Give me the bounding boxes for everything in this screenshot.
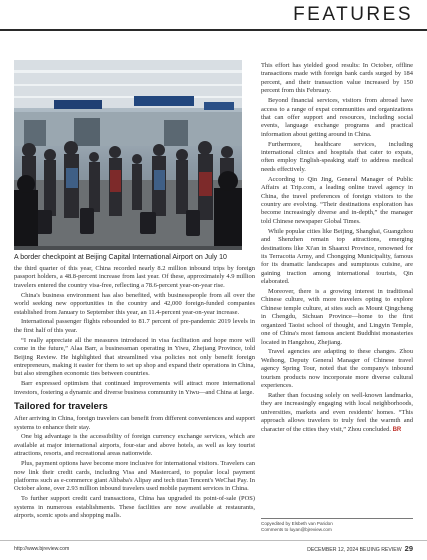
- airport-photo: [14, 60, 242, 250]
- subheading: Tailored for travelers: [14, 401, 108, 413]
- header-rule: [0, 29, 427, 31]
- end-mark: BR: [392, 426, 402, 433]
- right-paragraph: While popular cities like Beijing, Shanghai, Guangzhou and Shenzhen remain top attractions, emerging destinations like Xi'an in Shaanxi Province, renowned for its Terracotta Army, and Chongqing Municipality, famous for its dramatic landscapes and sumptuous cuisine, are gaining traction among international tourists, Qin elaborated.: [261, 227, 413, 286]
- page-number: 29: [404, 544, 413, 553]
- footer-url[interactable]: http://www.bjreview.com: [14, 546, 70, 552]
- photo-caption: A border checkpoint at Beijing Capital International Airport on July 10: [14, 254, 227, 261]
- left-paragraph: Plus, payment options have become more inclusive for international visitors. Travelers can now link their credit cards, including Visa and Mastercard, to popular local payment platforms such as e-commerce giant Alibaba's Alipay and tech titan Tencent's WeChat Pay. In October alone, over 2.93 million inbound travelers used mobile payment services in China.: [14, 460, 255, 493]
- section-title: FEATURES: [293, 4, 413, 25]
- footer-rule: [0, 540, 427, 541]
- right-paragraph: According to Qin Jing, General Manager of Public Affairs at Trip.com, a leading online travel agency in China, the travel preferences of foreign visitors to the country are evolving. “Their destinations exploration has become increasingly diverse and in-depth,” the manager told Chinese newspaper Global Times.: [261, 175, 413, 225]
- right-paragraph: Travel agencies are adapting to these changes. Zhou Weihong, Deputy General Manager of Chinese travel agency Spring Tour, noted that the company's inbound tourism products now incorporate more diverse cultural experiences.: [261, 348, 413, 390]
- issue-date: DECEMBER 12, 2024 BEIJING REVIEW: [307, 547, 402, 553]
- left-column: [14, 265, 255, 522]
- copyright-note: [261, 521, 413, 533]
- right-paragraph: Beyond financial services, visitors from abroad have access to a range of expat communities and organizations that can offer support and resources, including social events, language exchange programs and practical information about getting around in China.: [261, 97, 413, 138]
- left-paragraph: After arriving in China, foreign travelers can benefit from different conveniences and support systems to enhance their stay.: [14, 415, 255, 431]
- left-paragraph: China's business environment has also benefited, with businesspeople from all over the world seeking new opportunities in the country and 42,000 foreign-funded companies established from January to September this year, an 11.4-percent year-on-year increase.: [14, 291, 255, 316]
- left-paragraph: To further support credit card transactions, China has upgraded its point-of-sale (POS) systems in numerous establishments. These facilities are now available at restaurants, airports, scenic spots and shopping malls.: [14, 495, 255, 520]
- right-column: [261, 62, 413, 435]
- right-paragraph: Furthermore, healthcare services, including international clinics and hospitals that cater to expats, often employ English-speaking staff to address medical needs effectively.: [261, 140, 413, 173]
- copyright-rule: [261, 518, 413, 519]
- left-paragraph: Barr expressed optimism that continued improvements will attract more international investors, fostering a dynamic and diverse business community in Yiwu—and China at large.: [14, 380, 255, 396]
- airport-photo-illustration: [14, 60, 242, 250]
- left-paragraph: the third quarter of this year, China recorded nearly 8.2 million inbound trips by foreign passport holders, a 48.8-percent increase from last year. Of these, approximately 4.9 million travelers entered the country visa-free, reflecting a 78.6-percent year-on-year rise.: [14, 265, 255, 289]
- left-paragraph: One big advantage is the accessibility of foreign currency exchange services, which are available at major international airports, four-star and above hotels, as well as key tourist attractions, resorts, and recreational areas nationwide.: [14, 433, 255, 458]
- right-paragraph: This effort has yielded good results: In October, offline transactions made with foreign bank cards surged by 184 percent, and their transaction value increased by 150 percent from this February.: [261, 62, 413, 95]
- closing-paragraph-text: Rather than focusing solely on well-known landmarks, they are increasingly engaging with local neighborhoods, universities, markets and even residents' homes. “This approach allows travelers to truly feel the warmth and character of the cities they visit,” Zhou concluded.: [261, 391, 413, 433]
- copyeditor-credit: Copyedited by Elsbeth van Paridon: [261, 521, 333, 526]
- right-paragraph: [261, 392, 413, 434]
- footer-issue: [307, 544, 413, 553]
- right-paragraph: Moreover, there is a growing interest in traditional Chinese culture, with more travelers opting to explore Chinese temple culture, at sites such as Mount Qingcheng in Chengdu, Sichuan Province—home to the first organized Taoist school of thought, and Lingyin Temple, one of China's most famous ancient Buddhist monasteries located in Hangzhou, Zhejiang.: [261, 288, 413, 346]
- comments-email[interactable]: Comments to luyan@bjreview.com: [261, 527, 332, 532]
- left-paragraph: International passenger flights rebounded to 81.7 percent of pre-pandemic 2019 levels in the first half of this year.: [14, 318, 255, 334]
- left-paragraph: “I really appreciate all the measures introduced in visa facilitation and hope more will come in the future,” Alaa Barr, a businessman operating in Yiwu, Zhejiang Province, told Beijing Review. He highlighted that streamlined visa policies not only benefit foreign entrepreneurs, making it easier for them to set up shop and expand their operations in China, but also strengthen economic ties between countries.: [14, 336, 255, 378]
